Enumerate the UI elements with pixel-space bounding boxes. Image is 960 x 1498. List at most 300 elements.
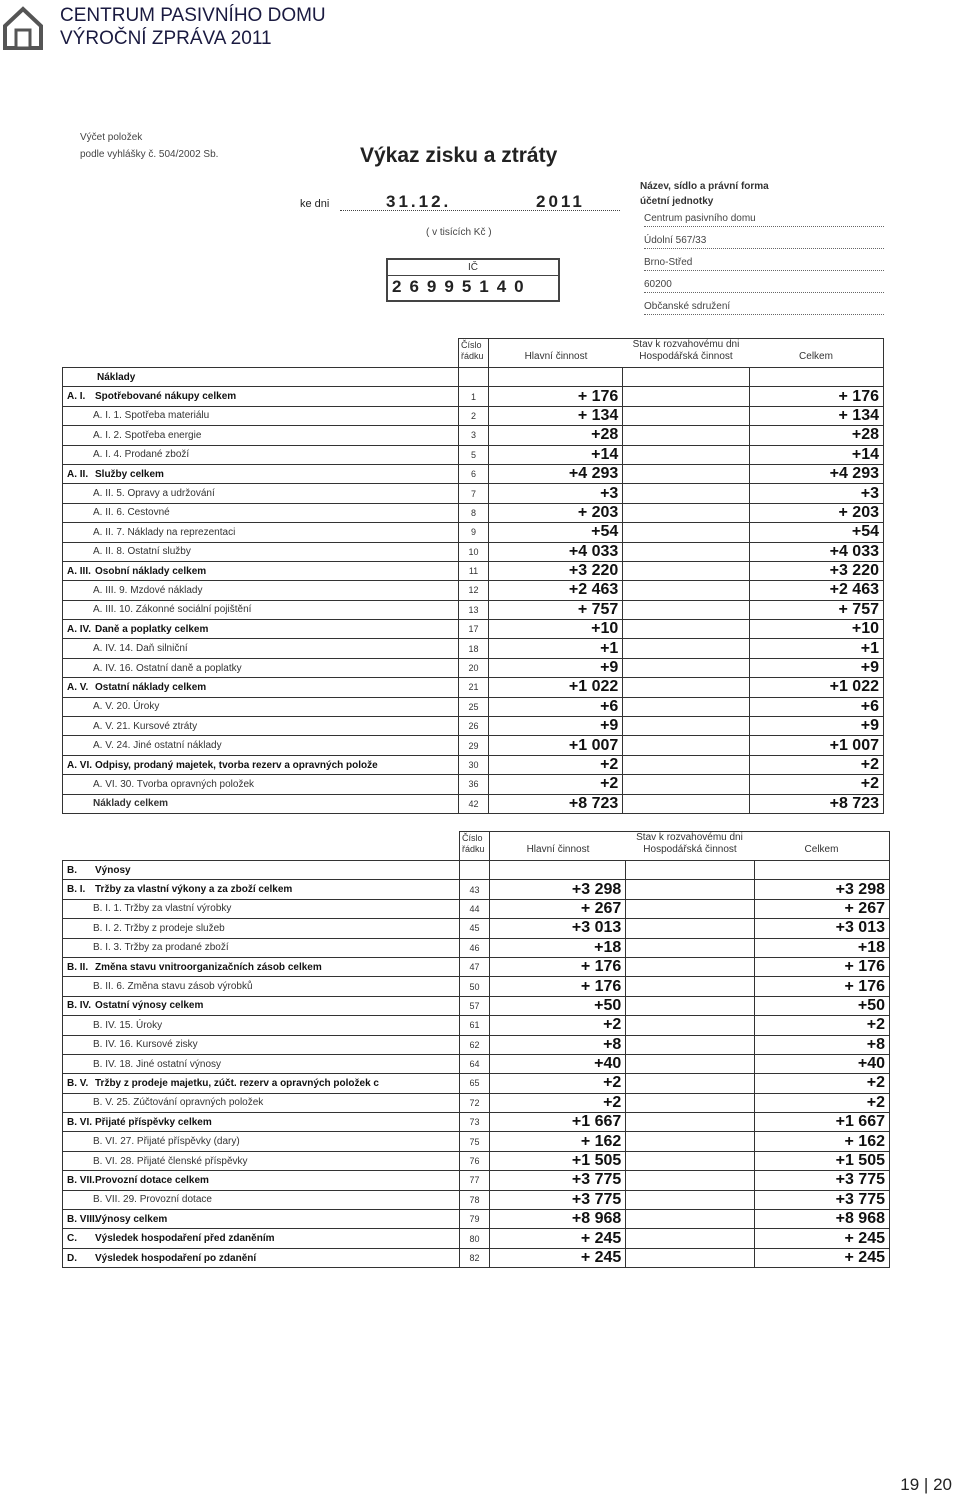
table-row xyxy=(63,464,884,483)
row-code: C. xyxy=(67,1233,77,1245)
row-number: 10 xyxy=(459,542,489,561)
table-row xyxy=(63,794,884,813)
table-row xyxy=(63,697,884,716)
row-label-cell: Náklady celkem xyxy=(63,794,459,813)
row-label: Služby celkem xyxy=(95,468,164,480)
main-activity-value: +4 293 xyxy=(488,464,622,483)
row-number: 9 xyxy=(459,523,489,542)
economic-activity-value xyxy=(626,1093,754,1112)
main-activity-value: +2 xyxy=(488,775,622,794)
row-label: Změna stavu vnitroorganizačních zásob celkem xyxy=(95,961,322,973)
main-activity-value: + 162 xyxy=(489,1132,625,1151)
row-number: 17 xyxy=(459,620,489,639)
economic-activity-value xyxy=(626,1151,754,1170)
main-activity-value: +6 xyxy=(488,697,622,716)
total-value: +1 022 xyxy=(749,678,883,697)
row-number: 76 xyxy=(460,1151,490,1170)
table-row xyxy=(63,736,884,755)
table-row xyxy=(63,542,884,561)
total-value: +1 007 xyxy=(749,736,883,755)
total-value: +2 xyxy=(754,1074,889,1093)
total-value: +3 298 xyxy=(754,880,889,899)
economic-activity-value xyxy=(626,1035,754,1054)
economic-activity-value xyxy=(623,755,749,774)
row-label-cell xyxy=(63,1113,460,1132)
economic-activity-value xyxy=(623,794,749,813)
total-value: +18 xyxy=(754,938,889,957)
row-number: 30 xyxy=(459,755,489,774)
main-activity-value: + 134 xyxy=(488,406,622,425)
main-activity-value: +9 xyxy=(488,658,622,677)
economic-activity-value xyxy=(626,1016,754,1035)
row-code: B. VI. xyxy=(67,1116,93,1128)
economic-activity-value xyxy=(623,775,749,794)
total-value: + 176 xyxy=(749,387,883,406)
row-label: Daně a poplatky celkem xyxy=(95,623,209,635)
total-value: + 203 xyxy=(749,503,883,522)
page-number xyxy=(900,1475,952,1495)
total-value: +4 293 xyxy=(749,464,883,483)
table-row xyxy=(63,957,890,976)
main-activity-value: + 245 xyxy=(489,1248,625,1267)
row-label-cell xyxy=(63,678,459,697)
document-header xyxy=(60,4,326,50)
main-activity-value: +18 xyxy=(489,938,625,957)
total-value: +8 723 xyxy=(749,794,883,813)
entity-line: Občanské sdružení xyxy=(644,301,884,315)
main-activity-value: +1 007 xyxy=(488,736,622,755)
row-label-cell: B. II. 6. Změna stavu zásob výrobků xyxy=(63,977,460,996)
row-label: Tržby z prodeje majetku, zúčt. rezerv a opravných položek c xyxy=(95,1077,379,1089)
main-activity-value: +10 xyxy=(488,620,622,639)
ic-box xyxy=(386,258,560,302)
row-label-cell: A. V. 20. Úroky xyxy=(63,697,459,716)
total-value: +9 xyxy=(749,658,883,677)
row-label-cell: A. I. 4. Prodané zboží xyxy=(63,445,459,464)
revenue-code: B. xyxy=(67,864,77,876)
entity-line: 60200 xyxy=(644,279,884,293)
economic-activity-value xyxy=(623,600,749,619)
row-label-cell xyxy=(63,957,460,976)
table-row xyxy=(63,899,890,918)
table-row xyxy=(63,387,884,406)
total-value: +28 xyxy=(749,426,883,445)
row-label: Výsledek hospodaření po zdanění xyxy=(95,1252,257,1264)
row-label-cell: B. I. 3. Tržby za prodané zboží xyxy=(63,938,460,957)
row-number: 72 xyxy=(460,1093,490,1112)
row-number: 75 xyxy=(460,1132,490,1151)
revenue-heading-row xyxy=(63,861,890,880)
economic-activity-value xyxy=(626,1132,754,1151)
total-value: +1 xyxy=(749,639,883,658)
row-label-cell: B. VI. 28. Přijaté členské příspěvky xyxy=(63,1151,460,1170)
date-day: 31.12. xyxy=(386,192,452,211)
stav-header xyxy=(488,339,883,368)
table-row xyxy=(63,938,890,957)
total-value: +10 xyxy=(749,620,883,639)
main-activity-value: +9 xyxy=(488,717,622,736)
total-value: +6 xyxy=(749,697,883,716)
row-label-cell: B. IV. 18. Jiné ostatní výnosy xyxy=(63,1054,460,1073)
total-value: +8 xyxy=(754,1035,889,1054)
main-activity-value: +14 xyxy=(488,445,622,464)
main-activity-value: + 203 xyxy=(488,503,622,522)
row-label: Osobní náklady celkem xyxy=(95,565,207,577)
total-value: +2 xyxy=(749,755,883,774)
row-number: 3 xyxy=(459,426,489,445)
total-value: +8 968 xyxy=(754,1210,889,1229)
main-activity-value: +3 220 xyxy=(488,561,622,580)
row-label-cell xyxy=(63,387,459,406)
page-total: 20 xyxy=(933,1475,952,1494)
stav-header xyxy=(489,832,889,861)
row-code: B. II. xyxy=(67,961,89,973)
row-label-cell: A. II. 8. Ostatní služby xyxy=(63,542,459,561)
header-line-1: CENTRUM PASIVNÍHO DOMU xyxy=(60,5,326,26)
row-number: 43 xyxy=(460,880,490,899)
economic-activity-value xyxy=(626,919,754,938)
row-label-cell: A. V. 24. Jiné ostatní náklady xyxy=(63,736,459,755)
economic-activity-value xyxy=(623,639,749,658)
total-value: + 267 xyxy=(754,899,889,918)
ic-divider xyxy=(388,275,558,276)
main-activity-value: +40 xyxy=(489,1054,625,1073)
row-code: B. IV. xyxy=(67,1000,92,1012)
ke-dni-label: ke dni xyxy=(300,198,330,210)
row-label-cell xyxy=(63,1248,460,1267)
empty-cell xyxy=(459,368,489,387)
row-label-cell: B. V. 25. Zúčtování opravných položek xyxy=(63,1093,460,1112)
row-number: 78 xyxy=(460,1190,490,1209)
units-label: ( v tisících Kč ) xyxy=(426,227,492,238)
row-number: 79 xyxy=(460,1210,490,1229)
economic-activity-value xyxy=(623,620,749,639)
row-label: Výsledek hospodaření před zdaněním xyxy=(95,1233,275,1245)
row-number: 65 xyxy=(460,1074,490,1093)
total-value: +50 xyxy=(754,996,889,1015)
stav-label: Stav k rozvahovému dni xyxy=(632,339,740,350)
house-logo-icon xyxy=(2,4,44,50)
row-number: 6 xyxy=(459,464,489,483)
table-row xyxy=(63,1151,890,1170)
row-number: 42 xyxy=(459,794,489,813)
row-number: 21 xyxy=(459,678,489,697)
costs-header-row xyxy=(63,339,884,368)
economic-activity-value xyxy=(626,1171,754,1190)
hospodarska-label: Hospodářská činnost xyxy=(639,351,733,362)
row-number: 1 xyxy=(459,387,489,406)
table-row xyxy=(63,484,884,503)
row-label-cell: B. VII. 29. Provozní dotace xyxy=(63,1190,460,1209)
table-row xyxy=(63,678,884,697)
main-activity-value: + 176 xyxy=(489,957,625,976)
table-row xyxy=(63,1093,890,1112)
celkem-label: Celkem xyxy=(804,844,839,855)
row-label-cell xyxy=(63,755,459,774)
row-label: Tržby za vlastní výkony a za zboží celkem xyxy=(95,884,293,896)
economic-activity-value xyxy=(623,542,749,561)
row-label: Ostatní náklady celkem xyxy=(95,681,207,693)
empty-cell xyxy=(489,861,625,880)
economic-activity-value xyxy=(623,717,749,736)
row-label-cell: A. II. 6. Cestovné xyxy=(63,503,459,522)
hlavni-label: Hlavní činnost xyxy=(524,351,588,362)
table-row xyxy=(63,717,884,736)
row-label-cell: A. I. 1. Spotřeba materiálu xyxy=(63,406,459,425)
table-row xyxy=(63,445,884,464)
table-row xyxy=(63,1035,890,1054)
economic-activity-value xyxy=(626,1248,754,1267)
main-activity-value: +2 xyxy=(489,1093,625,1112)
row-label-cell: A. IV. 16. Ostatní daně a poplatky xyxy=(63,658,459,677)
main-activity-value: +1 667 xyxy=(489,1113,625,1132)
empty-cell xyxy=(749,368,883,387)
economic-activity-value xyxy=(626,1229,754,1248)
total-value: + 245 xyxy=(754,1248,889,1267)
row-label-cell: A. II. 5. Opravy a udržování xyxy=(63,484,459,503)
row-label: Výnosy celkem xyxy=(95,1213,168,1225)
table-row xyxy=(63,503,884,522)
main-activity-value: +1 505 xyxy=(489,1151,625,1170)
table-row xyxy=(63,1190,890,1209)
main-activity-value: +2 xyxy=(488,755,622,774)
table-row xyxy=(63,996,890,1015)
table-row xyxy=(63,1016,890,1035)
row-number: 45 xyxy=(460,919,490,938)
total-value: +3 775 xyxy=(754,1171,889,1190)
total-value: +40 xyxy=(754,1054,889,1073)
main-activity-value: +2 xyxy=(489,1016,625,1035)
row-label-cell: A. I. 2. Spotřeba energie xyxy=(63,426,459,445)
costs-table xyxy=(62,338,884,814)
row-code: A. VI. xyxy=(67,759,93,771)
table-row xyxy=(63,523,884,542)
table-row xyxy=(63,880,890,899)
empty-cell xyxy=(488,368,622,387)
total-value: +3 775 xyxy=(754,1190,889,1209)
economic-activity-value xyxy=(626,938,754,957)
table-row xyxy=(63,755,884,774)
main-activity-value: +3 013 xyxy=(489,919,625,938)
economic-activity-value xyxy=(623,445,749,464)
row-number: 18 xyxy=(459,639,489,658)
row-label-cell xyxy=(63,561,459,580)
main-activity-value: +2 xyxy=(489,1074,625,1093)
main-activity-value: +8 xyxy=(489,1035,625,1054)
row-label: Ostatní výnosy celkem xyxy=(95,1000,204,1012)
row-label-cell xyxy=(63,880,460,899)
table-row xyxy=(63,620,884,639)
page-separator: | xyxy=(923,1475,929,1494)
row-code: A. I. xyxy=(67,391,86,403)
table-row xyxy=(63,1074,890,1093)
row-number: 20 xyxy=(459,658,489,677)
main-activity-value: +4 033 xyxy=(488,542,622,561)
row-label-cell: B. I. 2. Tržby z prodeje služeb xyxy=(63,919,460,938)
main-activity-value: +1 022 xyxy=(488,678,622,697)
entity-line: Brno-Střed xyxy=(644,257,884,271)
row-label-cell: B. IV. 15. Úroky xyxy=(63,1016,460,1035)
row-code: B. VII. xyxy=(67,1174,95,1186)
row-code: B. I. xyxy=(67,884,86,896)
main-activity-value: +8 968 xyxy=(489,1210,625,1229)
hlavni-label: Hlavní činnost xyxy=(526,844,590,855)
row-number: 50 xyxy=(460,977,490,996)
table-row xyxy=(63,1132,890,1151)
total-value: +1 667 xyxy=(754,1113,889,1132)
stav-label: Stav k rozvahovému dni xyxy=(636,832,743,843)
main-activity-value: +2 463 xyxy=(488,581,622,600)
row-label-cell: A. III. 9. Mzdové náklady xyxy=(63,581,459,600)
total-value: +3 xyxy=(749,484,883,503)
total-value: + 162 xyxy=(754,1132,889,1151)
economic-activity-value xyxy=(623,561,749,580)
costs-heading: Náklady xyxy=(63,368,459,387)
main-activity-value: +3 xyxy=(488,484,622,503)
row-label-cell: A. V. 21. Kursové ztráty xyxy=(63,717,459,736)
preamble-line-2: podle vyhlášky č. 504/2002 Sb. xyxy=(80,149,219,160)
main-activity-value: +3 775 xyxy=(489,1171,625,1190)
row-label: Spotřebované nákupy celkem xyxy=(95,391,237,403)
total-value: + 245 xyxy=(754,1229,889,1248)
table-row xyxy=(63,919,890,938)
economic-activity-value xyxy=(623,484,749,503)
main-activity-value: +3 775 xyxy=(489,1190,625,1209)
economic-activity-value xyxy=(626,880,754,899)
table-row xyxy=(63,600,884,619)
economic-activity-value xyxy=(626,1210,754,1229)
economic-activity-value xyxy=(626,996,754,1015)
entity-label-1: Název, sídlo a právní forma xyxy=(640,181,769,192)
economic-activity-value xyxy=(626,1074,754,1093)
row-label-cell: B. IV. 16. Kursové zisky xyxy=(63,1035,460,1054)
economic-activity-value xyxy=(623,503,749,522)
economic-activity-value xyxy=(626,1113,754,1132)
table-row xyxy=(63,1171,890,1190)
costs-heading-row xyxy=(63,368,884,387)
main-activity-value: + 267 xyxy=(489,899,625,918)
row-number: 46 xyxy=(460,938,490,957)
row-number: 73 xyxy=(460,1113,490,1132)
empty-cell xyxy=(460,861,490,880)
table-row xyxy=(63,977,890,996)
row-label: Odpisy, prodaný majetek, tvorba rezerv a opravných polože xyxy=(95,759,378,771)
main-activity-value: +54 xyxy=(488,523,622,542)
revenue-header-row xyxy=(63,832,890,861)
total-value: + 134 xyxy=(749,406,883,425)
hospodarska-label: Hospodářská činnost xyxy=(643,844,737,855)
ic-value: 26995140 xyxy=(392,277,532,296)
entity-label-2: účetní jednotky xyxy=(640,196,714,207)
economic-activity-value xyxy=(623,464,749,483)
row-number: 12 xyxy=(459,581,489,600)
entity-line: Údolní 567/33 xyxy=(644,235,884,249)
row-number: 61 xyxy=(460,1016,490,1035)
revenue-table xyxy=(62,831,890,1268)
row-number-header xyxy=(460,832,490,861)
main-activity-value: +28 xyxy=(488,426,622,445)
row-code: B. V. xyxy=(67,1077,89,1089)
empty-cell xyxy=(626,861,754,880)
revenue-heading: Výnosy xyxy=(95,864,131,876)
table-row xyxy=(63,1113,890,1132)
row-number: 7 xyxy=(459,484,489,503)
table-row xyxy=(63,658,884,677)
preamble-line-1: Výčet položek xyxy=(80,132,143,143)
row-number: 29 xyxy=(459,736,489,755)
row-label-cell xyxy=(63,620,459,639)
economic-activity-value xyxy=(623,678,749,697)
celkem-label: Celkem xyxy=(799,351,833,362)
report-title: Výkaz zisku a ztráty xyxy=(360,144,558,167)
row-code: B. VIII. xyxy=(67,1213,98,1225)
main-activity-value: +50 xyxy=(489,996,625,1015)
table-row xyxy=(63,775,884,794)
table-row xyxy=(63,639,884,658)
row-label-cell: A. VI. 30. Tvorba opravných položek xyxy=(63,775,459,794)
economic-activity-value xyxy=(623,523,749,542)
economic-activity-value xyxy=(623,387,749,406)
economic-activity-value xyxy=(623,697,749,716)
table-row xyxy=(63,1210,890,1229)
row-label-cell: B. I. 1. Tržby za vlastní výrobky xyxy=(63,899,460,918)
row-number: 82 xyxy=(460,1248,490,1267)
economic-activity-value xyxy=(623,658,749,677)
row-label-cell xyxy=(63,1210,460,1229)
row-code: A. II. xyxy=(67,468,89,480)
row-label-cell: A. IV. 14. Daň silniční xyxy=(63,639,459,658)
row-number: 57 xyxy=(460,996,490,1015)
total-value: +2 463 xyxy=(749,581,883,600)
total-value: + 176 xyxy=(754,977,889,996)
row-label-cell xyxy=(63,1171,460,1190)
total-value: +2 xyxy=(754,1016,889,1035)
row-label-cell: A. III. 10. Zákonné sociální pojištění xyxy=(63,600,459,619)
total-value: +2 xyxy=(754,1093,889,1112)
total-value: +14 xyxy=(749,445,883,464)
row-label-cell: B. VI. 27. Přijaté příspěvky (dary) xyxy=(63,1132,460,1151)
economic-activity-value xyxy=(623,406,749,425)
blank-cell xyxy=(63,339,459,368)
row-number-header xyxy=(459,339,489,368)
main-activity-value: + 176 xyxy=(489,977,625,996)
cislo-label: Číslo xyxy=(462,833,483,843)
header-line-2: VÝROČNÍ ZPRÁVA 2011 xyxy=(60,28,272,49)
table-row xyxy=(63,406,884,425)
economic-activity-value xyxy=(623,581,749,600)
table-row xyxy=(63,1054,890,1073)
total-value: +9 xyxy=(749,717,883,736)
economic-activity-value xyxy=(626,957,754,976)
economic-activity-value xyxy=(623,736,749,755)
row-code: A. IV. xyxy=(67,623,92,635)
row-number: 25 xyxy=(459,697,489,716)
empty-cell xyxy=(623,368,749,387)
main-activity-value: + 757 xyxy=(488,600,622,619)
total-value: + 757 xyxy=(749,600,883,619)
total-value: +4 033 xyxy=(749,542,883,561)
row-label: Provozní dotace celkem xyxy=(95,1174,209,1186)
row-number: 2 xyxy=(459,406,489,425)
row-number: 47 xyxy=(460,957,490,976)
total-value: +1 505 xyxy=(754,1151,889,1170)
row-number: 11 xyxy=(459,561,489,580)
row-number: 80 xyxy=(460,1229,490,1248)
row-number: 44 xyxy=(460,899,490,918)
blank-cell xyxy=(63,832,460,861)
row-label-cell xyxy=(63,1074,460,1093)
row-label-cell: A. II. 7. Náklady na reprezentaci xyxy=(63,523,459,542)
